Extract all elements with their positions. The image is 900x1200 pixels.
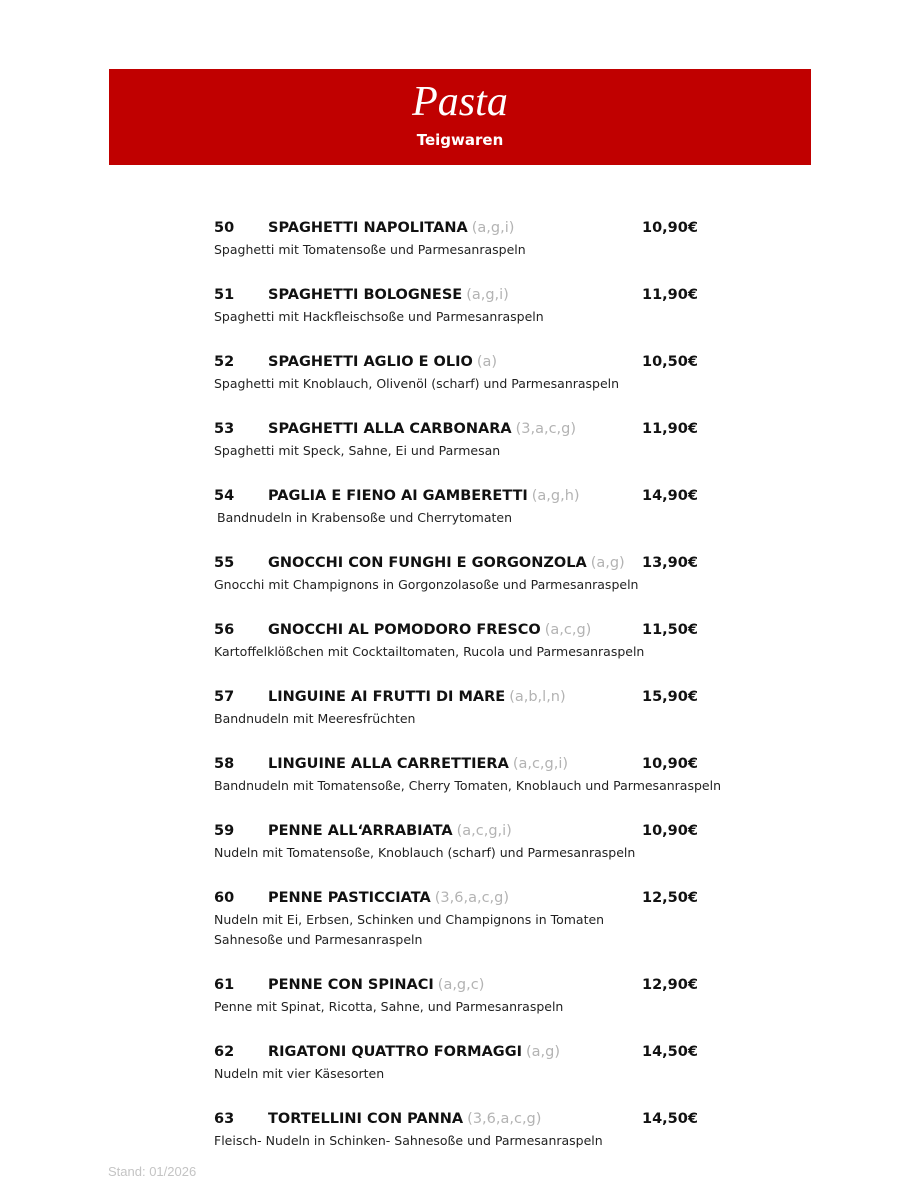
footer-stand-date: Stand: 01/2026: [108, 1164, 197, 1179]
menu-item: [214, 973, 774, 1017]
menu-item: [214, 1040, 774, 1084]
menu-item: [214, 752, 774, 796]
item-description: Bandnudeln mit Meeresfrüchten: [214, 711, 416, 726]
item-allergens: (3,a,c,g): [515, 421, 577, 437]
item-name: PAGLIA E FIENO AI GAMBERETTI: [268, 488, 528, 504]
item-name: SPAGHETTI AGLIO E OLIO: [268, 354, 473, 370]
item-price: 12,90€: [642, 977, 698, 993]
item-number: 51: [214, 287, 235, 303]
item-name: GNOCCHI CON FUNGHI E GORGONZOLA: [268, 555, 587, 571]
item-name: SPAGHETTI BOLOGNESE: [268, 287, 463, 303]
item-allergens: (a,g,c): [437, 977, 485, 993]
item-name: SPAGHETTI NAPOLITANA: [268, 220, 468, 236]
item-allergens: (3,6,a,c,g): [434, 890, 510, 906]
item-allergens: (a,g): [526, 1044, 561, 1060]
item-price: 10,90€: [642, 823, 698, 839]
item-description: Spaghetti mit Hackfleischsoße und Parmesanraspeln: [214, 309, 544, 324]
menu-item: [214, 819, 774, 863]
item-description: Spaghetti mit Knoblauch, Olivenöl (scharf) und Parmesanraspeln: [214, 376, 620, 391]
item-number: 62: [214, 1044, 235, 1060]
item-name: LINGUINE AI FRUTTI DI MARE: [268, 689, 506, 705]
item-number: 61: [214, 977, 235, 993]
item-name: SPAGHETTI ALLA CARBONARA: [268, 421, 512, 437]
item-price: 11,50€: [642, 622, 698, 638]
item-price: 13,90€: [642, 555, 698, 571]
item-number: 59: [214, 823, 235, 839]
menu-item: [214, 1107, 774, 1151]
item-description: Nudeln mit Ei, Erbsen, Schinken und Champignons in Tomaten Sahnesoße und Parmesanraspeln: [214, 912, 605, 947]
item-number: 56: [214, 622, 235, 638]
item-number: 57: [214, 689, 235, 705]
item-description: Kartoffelklößchen mit Cocktailtomaten, Rucola und Parmesanraspeln: [214, 644, 645, 659]
item-description: Fleisch- Nudeln in Schinken- Sahnesoße und Parmesanraspeln: [214, 1133, 603, 1148]
item-allergens: (a,c,g,i): [512, 756, 569, 772]
item-allergens: (a): [476, 354, 498, 370]
item-name: LINGUINE ALLA CARRETTIERA: [268, 756, 509, 772]
item-number: 53: [214, 421, 235, 437]
item-description: Bandnudeln in Krabensoße und Cherrytomaten: [217, 510, 512, 525]
item-allergens: (a,g,i): [466, 287, 509, 303]
item-number: 50: [214, 220, 235, 236]
menu-item: [214, 484, 774, 528]
item-name: GNOCCHI AL POMODORO FRESCO: [268, 622, 541, 638]
item-description: Spaghetti mit Tomatensoße und Parmesanraspeln: [214, 242, 526, 257]
menu-item: [214, 618, 774, 662]
menu-item: [214, 283, 774, 327]
item-description: Bandnudeln mit Tomatensoße, Cherry Tomaten, Knoblauch und Parmesanraspeln: [214, 778, 721, 793]
menu-list: [214, 216, 774, 1174]
item-allergens: (a,g,h): [531, 488, 580, 504]
menu-item: [214, 685, 774, 729]
page-subtitle: Teigwaren: [416, 131, 504, 149]
item-price: 10,90€: [642, 756, 698, 772]
item-price: 10,50€: [642, 354, 698, 370]
header-banner: [109, 69, 811, 165]
item-name: PENNE PASTICCIATA: [268, 890, 431, 906]
item-name: RIGATONI QUATTRO FORMAGGI: [268, 1044, 523, 1060]
item-allergens: (3,6,a,c,g): [467, 1111, 542, 1127]
item-price: 11,90€: [642, 287, 698, 303]
item-allergens: (a,g): [590, 555, 625, 571]
item-allergens: (a,b,l,n): [509, 689, 566, 705]
item-price: 10,90€: [642, 220, 698, 236]
item-price: 14,90€: [642, 488, 698, 504]
menu-item: [214, 350, 774, 394]
item-number: 54: [214, 488, 235, 504]
item-name: PENNE CON SPINACI: [268, 977, 434, 993]
item-price: 11,90€: [642, 421, 698, 437]
item-number: 55: [214, 555, 235, 571]
item-description: Nudeln mit Tomatensoße, Knoblauch (scharf) und Parmesanraspeln: [214, 845, 636, 860]
item-description: Penne mit Spinat, Ricotta, Sahne, und Parmesanraspeln: [214, 999, 564, 1014]
item-number: 58: [214, 756, 235, 772]
item-description: Nudeln mit vier Käsesorten: [214, 1066, 385, 1081]
item-number: 52: [214, 354, 235, 370]
item-allergens: (a,c,g,i): [456, 823, 512, 839]
item-number: 63: [214, 1111, 235, 1127]
item-description: Spaghetti mit Speck, Sahne, Ei und Parmesan: [214, 443, 501, 458]
item-allergens: (a,g,i): [471, 220, 515, 236]
item-name: TORTELLINI CON PANNA: [268, 1111, 464, 1127]
item-allergens: (a,c,g): [544, 622, 592, 638]
menu-item: [214, 417, 774, 461]
page-title: Pasta: [412, 79, 508, 125]
item-price: 14,50€: [642, 1111, 698, 1127]
item-number: 60: [214, 890, 235, 906]
item-price: 15,90€: [642, 689, 698, 705]
menu-item: [214, 886, 774, 950]
menu-item: [214, 551, 774, 595]
item-price: 12,50€: [642, 890, 698, 906]
menu-item: [214, 216, 774, 260]
item-description: Gnocchi mit Champignons in Gorgonzolasoße und Parmesanraspeln: [214, 577, 639, 592]
item-price: 14,50€: [642, 1044, 698, 1060]
item-name: PENNE ALL‘ARRABIATA: [268, 823, 453, 839]
